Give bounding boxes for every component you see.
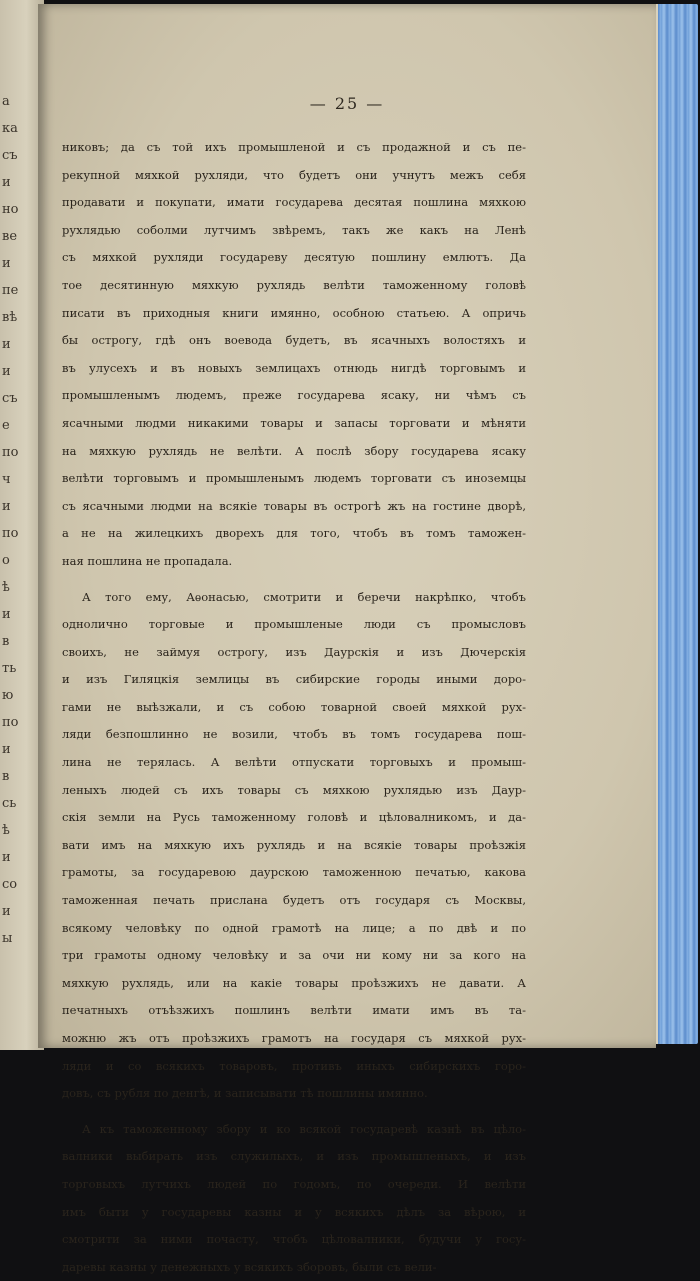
facing-page-fragment: е [2,418,10,433]
text-line: съ мяхкой рухляди государеву десятую пошлину емлютъ. Да [62,250,526,265]
text-line: рухлядью соболми лутчимъ звѣремъ, такъ же какъ на Ленѣ [62,222,526,237]
paragraph-gap [62,576,526,584]
facing-page-fragment: ч [2,472,11,487]
text-line: продавати и покупати, имати государева десятая пошлина мяхкою [62,195,526,210]
text-line: леныхъ людей съ ихъ товары съ мяхкою рухлядью изъ Даур- [62,782,526,797]
facing-page-fragment: пе [2,283,19,298]
text-line: а не на жилецкихъ дворехъ для того, чтобъ въ томъ таможен- [62,526,526,541]
text-line: въ улусехъ и въ новыхъ землицахъ отнюдь нигдѣ торговымъ и [62,360,526,375]
text-line: на мяхкую рухлядь не велѣти. А послѣ збору государева ясаку [62,443,526,458]
text-line: тое десятинную мяхкую рухлядь велѣти таможенному головѣ [62,277,526,292]
text-line: всякому человѣку по одной грамотѣ на лице; а по двѣ и по [62,920,526,935]
text-line: и изъ Гиляцкія землицы въ сибирские городы иными доро- [62,672,526,687]
facing-page-fragment: и [2,256,11,271]
facing-page-fragment: в [2,634,10,649]
facing-page-fragment: ю [2,688,14,703]
text-line: велѣти торговымъ и промышленымъ людемъ торговати съ иноземцы [62,471,526,486]
text-line: гами не выѣзжали, и съ собою товарной своей мяхкой рух- [62,699,526,714]
text-line: таможенная печать прислана будетъ отъ государя съ Москвы, [62,893,526,908]
facing-page-fragment: вѣ [2,310,18,325]
text-line: довъ, съ рубля по денгѣ, и записывати тѣ пошлины имянно. [62,1086,428,1101]
text-line: лина не терялась. А велѣти отпускати торговыхъ и промыш- [62,755,526,770]
facing-page-fragment: а [2,94,10,109]
text-line: печатныхъ отъѣзжихъ пошлинъ велѣти имати имъ въ та- [62,1003,526,1018]
facing-page-fragment: ть [2,661,17,676]
facing-page-fragment: о [2,553,10,568]
facing-page-fragment: ѣ [2,823,10,838]
book-page [38,4,656,1274]
facing-page-fragment: ы [2,931,13,946]
facing-page-fragment: съ [2,391,18,406]
facing-page-fragment: ве [2,229,18,244]
facing-page-fragment: по [2,715,19,730]
text-line: никовъ; да съ той ихъ промышленой и съ продажной и съ пе- [62,140,526,154]
facing-page-fragment: и [2,850,11,865]
text-line: ясачными людми никакими товары и запасы торговати и мѣняти [62,415,526,430]
facing-page-fragment: и [2,607,11,622]
text-line: А къ таможенному збору и ко всякой государевѣ казнѣ въ цѣло- [82,1121,526,1136]
book-fore-edge [652,4,698,1044]
facing-page-fragment: по [2,445,19,460]
facing-page-fragment: в [2,769,10,784]
text-line: писати въ приходныя книги имянно, особною статьею. А опричь [62,305,526,320]
text-line: валники выбирать изъ служилыхъ, и изъ промышленыхъ, и изъ [62,1149,526,1164]
facing-page-fragment: сь [2,796,17,811]
text-line: торговыхъ лутчихъ людей по годомъ, по очереди. И велѣти [62,1176,526,1191]
text-line: смотрити за ними почасту, чтобъ цѣловалники, будучи у госу- [62,1232,526,1247]
text-line: три грамоты одному человѣку и за очи ни кому ни за кого на [62,948,526,963]
facing-page-fragment: и [2,904,11,919]
facing-page-fragment: ка [2,121,18,136]
facing-page-fragment: и [2,364,11,379]
text-line: имъ быти у государевы казны и у всякихъ дѣлъ за вѣрою, и [62,1204,526,1219]
text-line: своихъ, не займуя острогу, изъ Даурскія и изъ Дючерскія [62,644,526,659]
text-line: ная пошлина не пропадала. [62,553,233,568]
facing-page-fragment: съ [2,148,18,163]
facing-page-fragment: со [2,877,18,892]
text-line: съ ясачными людми на всякіе товары въ острогѣ жъ на гостине дворѣ, [62,498,526,513]
text-line: вати имъ на мяхкую ихъ рухлядь и на всякіе товары проѣзжія [62,837,526,852]
text-line: ляди безпошлинно не возили, чтобъ въ томъ государева пош- [62,727,526,742]
body-text [62,134,526,1281]
facing-page-fragment: по [2,526,19,541]
page-number: — 25 — [309,94,385,113]
text-line: даревы казны у денежныхъ у всякихъ зборовъ, были съ вели- [62,1259,437,1274]
text-line: грамоты, за государевою даурскою таможенною печатью, какова [62,865,526,880]
facing-page-fragment: и [2,499,11,514]
text-line: однолично торговые и промышленые люди съ промысловъ [62,617,526,632]
text-line: ляди и со всякихъ товаровъ, противъ иныхъ сибирскихъ горо- [62,1058,526,1073]
paragraph-gap [62,1108,526,1116]
text-line: А того ему, Аѳонасью, смотрити и беречи накрѣпко, чтобъ [82,589,526,604]
text-line: рекупной мяхкой рухляди, что будетъ они учнутъ межъ себя [62,167,526,182]
text-line: скія земли на Русь таможенному головѣ и цѣловалникомъ, и да- [62,810,526,825]
facing-page-fragment: и [2,337,11,352]
text-line: мяхкую рухлядь, или на какіе товары проѣзжихъ не давати. А [62,975,526,990]
text-line: можню жъ отъ проѣзжихъ грамотъ на государя съ мяхкой рух- [62,1031,526,1045]
facing-page-fragment: ѣ [2,580,10,595]
text-line: промышленымъ людемъ, преже государева ясаку, ни чѣмъ съ [62,388,526,403]
text-line: бы острогу, гдѣ онъ воевода будетъ, въ ясачныхъ волостяхъ и [62,333,526,348]
facing-page-fragment: но [2,202,19,217]
facing-page-fragment: и [2,742,11,757]
facing-page-fragment: и [2,175,11,190]
